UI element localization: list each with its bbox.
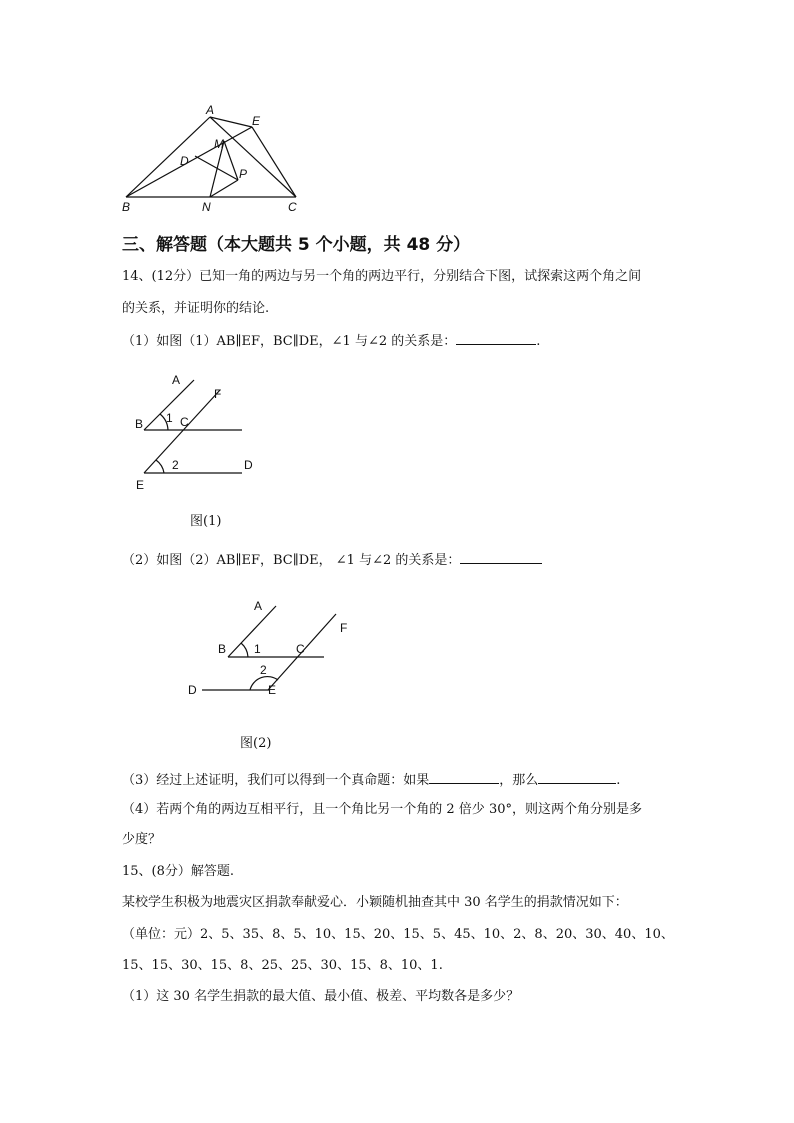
segment-mp — [224, 141, 238, 180]
q14-part3 — [122, 771, 620, 790]
q14-part2-answer-blank[interactable] — [460, 551, 542, 564]
fig2-label-e: E — [268, 683, 277, 697]
fig1-label-f: F — [214, 387, 222, 401]
fig2-label-b: B — [218, 642, 227, 656]
fig1-label-e: E — [136, 478, 145, 492]
q14-part2 — [122, 551, 542, 570]
q14-part2-text: （2）如图（2）AB∥EF，BC∥DE， ∠1 与∠2 的关系是： — [122, 553, 461, 568]
q14-part3-then-blank[interactable] — [538, 771, 616, 784]
q14-part4-line1: （4）若两个角的两边互相平行，且一个角比另一个角的 2 倍少 30°，则这两个角分别是多 — [122, 802, 642, 817]
label-c: C — [288, 200, 297, 214]
q15-part1: （1）这 30 名学生捐款的最大值、最小值、极差、平均数各是多少？ — [122, 989, 520, 1004]
fig2-label-c: C — [296, 642, 305, 656]
q14-line2: 的关系，并证明你的结论. — [122, 301, 270, 316]
fig2-label-a: A — [254, 599, 263, 613]
q15-data-line2: 15、15、30、15、8、25、25、30、15、8、10、1. — [122, 958, 443, 973]
q14-part3-mid: ，那么 — [499, 773, 539, 788]
fig2-caption: 图(2) — [240, 736, 272, 751]
fig1-label-a: A — [172, 373, 181, 387]
q14-part1-end: . — [536, 334, 541, 349]
q14-part4-line2: 少度？ — [122, 832, 162, 847]
label-d: D — [180, 154, 189, 168]
fig1-label-angle1: 1 — [166, 411, 173, 425]
q14-part3-prefix: （3）经过上述证明，我们可以得到一个真命题：如果 — [122, 773, 430, 788]
fig1-label-b: B — [135, 417, 144, 431]
q14-line1: 14、(12分）已知一角的两边与另一个角的两边平行，分别结合下图，试探索这两个角之间 — [122, 269, 642, 284]
q15-intro: 某校学生积极为地震灾区捐款奉献爱心．小颖随机抽查其中 30 名学生的捐款情况如下： — [122, 895, 628, 910]
q14-part3-if-blank[interactable] — [429, 771, 499, 784]
section-heading: 三、解答题（本大题共 5 个小题，共 48 分） — [122, 235, 471, 255]
segment-ae — [210, 117, 252, 127]
q15-data-line1: （单位：元）2、5、35、8、5、10、15、20、15、5、45、10、2、8、20、30、40、10、 — [122, 927, 674, 942]
label-p: P — [239, 167, 248, 181]
fig2-label-angle1: 1 — [254, 642, 261, 656]
fig1-label-angle2: 2 — [172, 458, 179, 472]
label-b: B — [122, 200, 131, 214]
fig2-label-d: D — [188, 683, 197, 697]
segment-dp — [195, 156, 238, 180]
q14-part1 — [122, 332, 540, 351]
top-geometry-figure — [118, 100, 308, 218]
q15-title: 15、(8分）解答题. — [122, 864, 235, 879]
fig2-line-ab — [228, 606, 276, 657]
q14-part1-text: （1）如图（1）AB∥EF，BC∥DE，∠1 与∠2 的关系是： — [122, 334, 457, 349]
fig1-caption: 图(1) — [190, 514, 222, 529]
q14-part1-answer-blank[interactable] — [456, 332, 536, 345]
fig2-label-angle2: 2 — [260, 663, 267, 677]
fig2-angle1-arc — [241, 643, 248, 657]
fig1-label-d: D — [244, 458, 253, 472]
label-a: A — [206, 103, 215, 117]
figure-1 — [128, 368, 268, 496]
label-m: M — [214, 137, 224, 151]
fig1-angle2-arc — [156, 460, 164, 473]
figure-2 — [184, 594, 360, 702]
label-n: N — [202, 200, 211, 214]
fig2-label-f: F — [340, 621, 348, 635]
q14-part3-end: . — [616, 773, 621, 788]
label-e: E — [252, 114, 261, 128]
fig1-label-c: C — [180, 415, 189, 429]
fig1-line-ef — [144, 390, 220, 473]
